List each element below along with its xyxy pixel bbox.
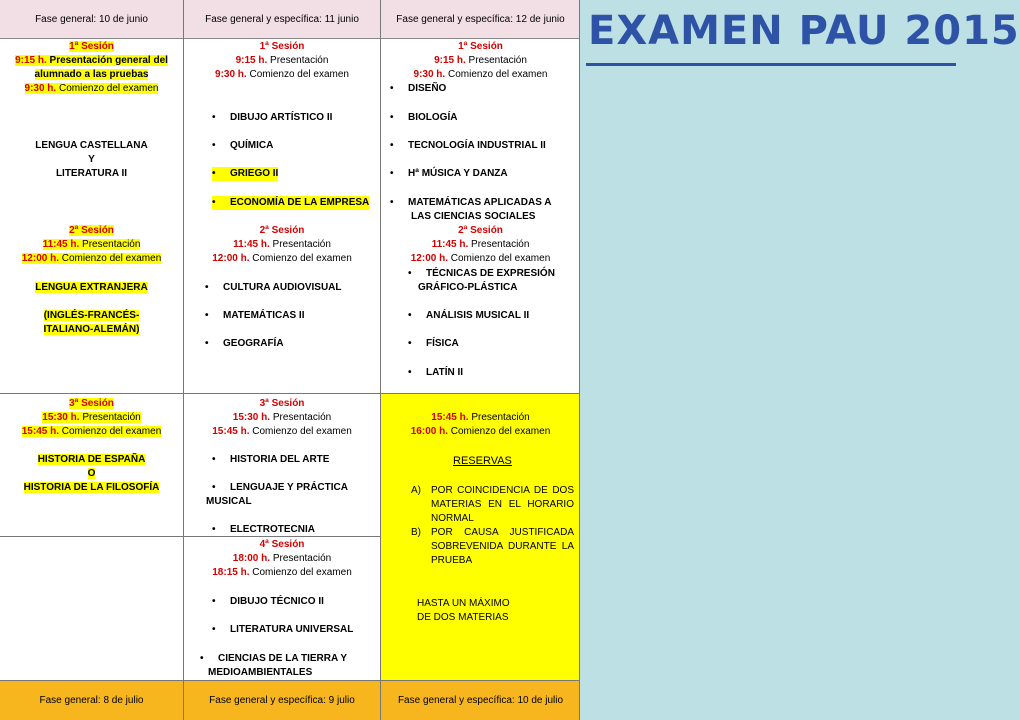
subject: HISTORIA DE LA FILOSOFÍA xyxy=(23,482,160,493)
session-title: 3ª Sesión xyxy=(259,398,305,409)
reserve-times xyxy=(381,411,580,439)
col2-session-block xyxy=(184,40,380,82)
bullet-icon xyxy=(390,140,408,151)
subject-item: • MATEMÁTICAS APLICADAS A xyxy=(390,196,552,210)
start-text: Comienzo del examen xyxy=(249,69,349,80)
header-day-3: Fase general y específica: 12 de junio xyxy=(381,0,580,39)
start-text: Comienzo del examen xyxy=(61,426,162,437)
bullet-icon xyxy=(212,197,230,208)
start-text: Comienzo del examen xyxy=(252,253,352,264)
time: 15:45 h. xyxy=(212,426,250,437)
subject-item: • GEOGRAFÍA xyxy=(205,337,284,351)
bullet-icon xyxy=(200,653,218,664)
start-text: Comienzo del examen xyxy=(252,426,352,437)
subject: O xyxy=(87,468,96,479)
slide-title: EXAMEN PAU 2015 xyxy=(588,8,1020,54)
bullet-icon xyxy=(212,168,230,179)
bullet-icon xyxy=(408,268,426,279)
time: 9:30 h. xyxy=(413,69,446,80)
subject-item: • BIOLOGÍA xyxy=(390,111,457,125)
time: 18:15 h. xyxy=(212,567,250,578)
header-day-2: Fase general y específica: 11 junio xyxy=(184,0,380,39)
subject-item-continued: MUSICAL xyxy=(206,496,252,507)
col1-session-block xyxy=(0,224,183,266)
subject-item: • CIENCIAS DE LA TIERRA Y xyxy=(200,652,347,666)
session-title: 3ª Sesión xyxy=(69,398,114,409)
presentation-text: Presentación xyxy=(82,239,141,250)
subject-item: • DISEÑO xyxy=(390,82,446,96)
subject: LITERATURA II xyxy=(55,168,128,179)
bullet-icon xyxy=(408,338,426,349)
col1-subject-block xyxy=(0,139,183,181)
presentation-text: Presentación xyxy=(272,553,332,564)
bullet-icon xyxy=(212,524,230,535)
start-text: Comienzo del examen xyxy=(58,83,159,94)
presentation-text: Presentación xyxy=(272,239,331,250)
reserves-title: RESERVAS xyxy=(453,455,512,467)
reserve-reason-a-label: A) xyxy=(411,485,421,496)
col2-session-block xyxy=(184,397,380,439)
footer-day-3: Fase general y específica: 10 de julio xyxy=(381,681,580,720)
time: 9:30 h. xyxy=(215,69,247,80)
subject-item: • ELECTROTECNIA xyxy=(212,523,315,537)
col2-session-block xyxy=(184,538,380,580)
session-title: 1ª Sesión xyxy=(259,41,305,52)
bullet-icon xyxy=(390,83,408,94)
time: 9:15 h. xyxy=(434,55,466,66)
presentation-text: Presentación xyxy=(270,55,329,66)
subject-item: • LENGUAJE Y PRÁCTICA xyxy=(212,481,348,495)
bullet-icon xyxy=(205,310,223,321)
time: 9:15 h. xyxy=(15,55,47,66)
time: 9:15 h. xyxy=(235,55,268,66)
presentation-text: Presentación xyxy=(468,55,527,66)
subject: HISTORIA DE ESPAÑA xyxy=(37,454,146,465)
time: 15:30 h. xyxy=(232,412,271,423)
start-text: Comienzo del examen xyxy=(450,253,551,264)
subject-item-continued: GRÁFICO-PLÁSTICA xyxy=(418,282,518,293)
session-title: 1ª Sesión xyxy=(458,41,503,52)
subject-item: • MATEMÁTICAS II xyxy=(205,309,304,323)
time: 12:00 h. xyxy=(21,253,59,264)
session-title: 2ª Sesión xyxy=(458,225,503,236)
time: 16:00 h. xyxy=(410,426,448,437)
col1-session-block xyxy=(0,397,183,439)
bullet-icon xyxy=(212,596,230,607)
presentation-text: Presentación xyxy=(82,412,141,423)
subject-item: • LITERATURA UNIVERSAL xyxy=(212,623,353,637)
bullet-icon xyxy=(212,112,230,123)
header-day-1: Fase general: 10 de junio xyxy=(0,0,183,39)
bullet-icon xyxy=(205,338,223,349)
col1-subject-block xyxy=(0,281,183,337)
subject-item: • DIBUJO ARTÍSTICO II xyxy=(212,111,332,125)
subject-item: • TECNOLOGÍA INDUSTRIAL II xyxy=(390,139,546,153)
bullet-icon xyxy=(212,482,230,493)
time: 11:45 h. xyxy=(233,239,270,250)
presentation-text: alumnado a las pruebas xyxy=(34,69,149,80)
subject: ITALIANO-ALEMÁN) xyxy=(43,324,140,335)
bullet-icon xyxy=(212,454,230,465)
subject-item: • QUÍMICA xyxy=(212,139,273,153)
col1-session-block xyxy=(0,40,183,96)
reserve-reason-a: POR COINCIDENCIA DE DOS MATERIAS EN EL HORARIO NORMAL xyxy=(431,485,574,524)
presentation-text: Presentación xyxy=(272,412,332,423)
time: 15:45 h. xyxy=(431,412,469,423)
subject: LENGUA CASTELLANA xyxy=(35,140,148,151)
session-title: 4ª Sesión xyxy=(259,539,305,550)
subject: (INGLÉS-FRANCÉS- xyxy=(43,310,140,321)
subject: LENGUA EXTRANJERA xyxy=(35,282,148,293)
col3-session-block xyxy=(381,40,580,82)
time: 15:45 h. xyxy=(21,426,59,437)
time: 18:00 h. xyxy=(232,553,271,564)
subject-item: • TÉCNICAS DE EXPRESIÓN xyxy=(408,267,555,281)
time: 9:30 h. xyxy=(24,83,57,94)
subject-item: • CULTURA AUDIOVISUAL xyxy=(205,281,342,295)
session-title: 1ª Sesión xyxy=(69,41,114,52)
footer-day-2: Fase general y específica: 9 julio xyxy=(184,681,380,720)
time: 11:45 h. xyxy=(431,239,469,250)
start-text: Comienzo del examen xyxy=(447,69,548,80)
bullet-icon xyxy=(390,168,408,179)
column-divider xyxy=(183,0,184,720)
bullet-icon xyxy=(212,624,230,635)
presentation-text: Presentación xyxy=(471,239,530,250)
subject-item: • FÍSICA xyxy=(408,337,459,351)
bullet-icon xyxy=(390,197,408,208)
footer-day-1: Fase general: 8 de julio xyxy=(0,681,183,720)
row-divider xyxy=(0,393,580,394)
subject-item: • GRIEGO II xyxy=(212,167,278,181)
session-title: 2ª Sesión xyxy=(69,225,114,236)
subject-item-continued: LAS CIENCIAS SOCIALES xyxy=(411,211,536,222)
bullet-icon xyxy=(408,367,426,378)
bullet-icon xyxy=(408,310,426,321)
column-divider xyxy=(380,0,381,720)
subject-item: • Hª MÚSICA Y DANZA xyxy=(390,167,508,181)
time: 12:00 h. xyxy=(410,253,448,264)
col3-session-block xyxy=(381,224,580,266)
col2-session-block xyxy=(184,224,380,266)
subject-item: • ANÁLISIS MUSICAL II xyxy=(408,309,529,323)
subject-item: • HISTORIA DEL ARTE xyxy=(212,453,329,467)
subject-item: • LATÍN II xyxy=(408,366,463,380)
presentation-text: Presentación xyxy=(471,412,530,423)
subject-item: • DIBUJO TÉCNICO II xyxy=(212,595,324,609)
bullet-icon xyxy=(390,112,408,123)
reserve-reason-b-label: B) xyxy=(411,527,421,538)
subject-item-continued: MEDIOAMBIENTALES xyxy=(208,667,313,678)
title-underline xyxy=(586,63,956,66)
reserve-limit: HASTA UN MÁXIMO DE DOS MATERIAS xyxy=(417,598,510,623)
col1-subject-block xyxy=(0,453,183,495)
start-text: Comienzo del examen xyxy=(61,253,162,264)
presentation-text: Presentación general del xyxy=(49,55,168,66)
start-text: Comienzo del examen xyxy=(450,426,551,437)
time: 12:00 h. xyxy=(212,253,250,264)
row-divider xyxy=(0,536,380,537)
session-title: 2ª Sesión xyxy=(259,225,305,236)
bullet-icon xyxy=(212,140,230,151)
column-divider xyxy=(579,0,580,720)
subject: Y xyxy=(88,154,95,165)
time: 15:30 h. xyxy=(42,412,80,423)
time: 11:45 h. xyxy=(42,239,80,250)
bullet-icon xyxy=(205,282,223,293)
row-divider xyxy=(0,680,580,681)
reserve-reason-b: POR CAUSA JUSTIFICADA SOBREVENIDA DURANTE LA PRUEBA xyxy=(431,527,574,566)
start-text: Comienzo del examen xyxy=(252,567,352,578)
subject-item: • ECONOMÍA DE LA EMPRESA xyxy=(212,196,369,210)
